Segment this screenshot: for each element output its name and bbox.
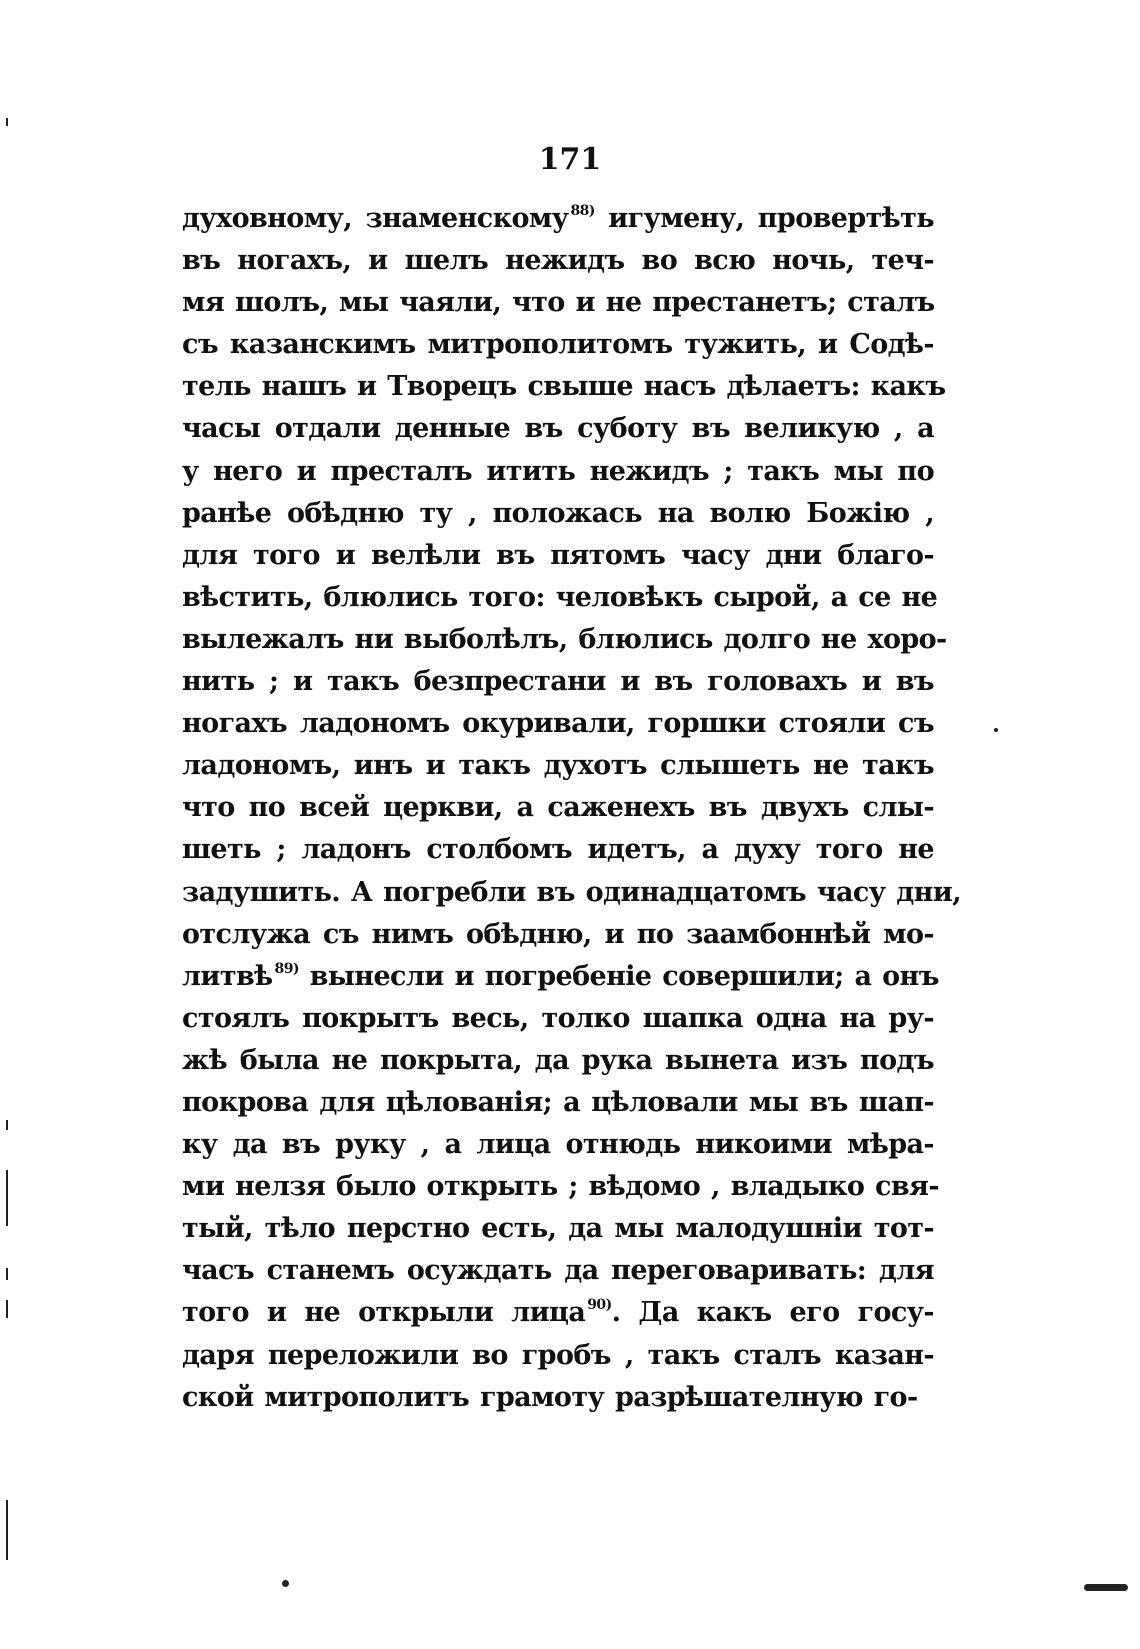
text-line xyxy=(182,408,934,450)
page-number: 171 xyxy=(538,142,602,177)
text-line xyxy=(182,1124,934,1166)
line-text: стоялъ покрытъ весь, толко шапка одна на ру- xyxy=(182,1002,934,1034)
text-line xyxy=(182,661,934,703)
footnote-ref: 90) xyxy=(587,1297,612,1314)
text-line xyxy=(182,703,934,745)
line-text: вылежалъ ни выболѣлъ, блюлись долго не хоро- xyxy=(182,623,947,655)
text-line xyxy=(182,240,934,282)
line-text: что по всей церкви, а саженехъ въ двухъ слы- xyxy=(182,792,934,824)
line-text: для того и велѣли въ пятомъ часу дни благо- xyxy=(182,539,934,571)
text-line xyxy=(182,366,946,408)
line-text-continued: . Да какъ его госу- xyxy=(611,1297,934,1329)
line-text: ногахъ ладономъ окуривали, горшки стояли съ xyxy=(182,708,934,740)
text-line xyxy=(182,872,962,914)
line-text: часы отдали денные въ суботу въ великую , а xyxy=(182,413,934,445)
margin-mark xyxy=(6,1120,8,1130)
text-line xyxy=(182,787,934,829)
text-line xyxy=(182,1040,934,1082)
scan-dot xyxy=(994,728,998,732)
margin-mark xyxy=(6,1500,8,1560)
line-text: часъ станемъ осуждать да переговаривать: для xyxy=(182,1255,934,1287)
text-line xyxy=(182,493,934,535)
line-text: у него и престалъ итить нежидъ ; такъ мы по xyxy=(182,455,934,487)
scan-dot xyxy=(282,1580,289,1587)
text-line xyxy=(182,1292,934,1334)
text-line xyxy=(182,451,934,493)
text-line xyxy=(182,956,939,998)
margin-mark xyxy=(6,1268,8,1280)
body-text xyxy=(182,198,962,1419)
text-line xyxy=(182,914,934,956)
footnote-ref: 89) xyxy=(274,960,299,977)
text-line xyxy=(182,535,934,577)
footnote-ref: 88) xyxy=(570,203,595,219)
line-text: жѣ была не покрыта, да рука вынета изъ подъ xyxy=(182,1044,934,1076)
line-text-continued: игумену, провертѣть xyxy=(594,203,934,234)
text-line xyxy=(182,577,938,619)
text-line xyxy=(182,1082,934,1124)
text-line xyxy=(182,745,934,787)
line-text: съ казанскимъ митрополитомъ тужить, и Содѣ- xyxy=(182,329,934,361)
line-text: того и не открыли лица xyxy=(182,1297,586,1329)
margin-mark xyxy=(6,118,8,126)
margin-mark xyxy=(6,1300,8,1318)
text-line xyxy=(182,1166,939,1208)
line-text-continued: вынесли и погребеніе совершили; а онъ xyxy=(298,960,939,992)
line-text: мя шолъ, мы чаяли, что и не престанетъ; сталъ xyxy=(182,287,935,319)
line-text: ми нелзя было открыть ; вѣдомо , владыко свя- xyxy=(182,1171,939,1203)
text-line xyxy=(182,1208,934,1250)
line-text: вѣстить, блюлись того: человѣкъ сырой, а се не xyxy=(182,581,938,613)
text-line xyxy=(182,1377,934,1419)
line-text: отслужа съ нимъ обѣдню, и по заамбоннѣй мо- xyxy=(182,918,934,950)
text-line xyxy=(182,1335,934,1377)
text-line xyxy=(182,198,934,240)
line-text: ку да въ руку , а лица отнюдь никоими мѣра- xyxy=(182,1129,934,1161)
margin-mark xyxy=(6,1170,8,1226)
line-text: покрова для цѣлованія; а цѣловали мы въ шап- xyxy=(182,1086,934,1118)
line-text: ской митрополитъ грамоту разрѣшателную го- xyxy=(182,1381,918,1413)
line-text: тый, тѣло перстно есть, да мы малодушніи тот- xyxy=(182,1213,934,1245)
line-text: шеть ; ладонъ столбомъ идетъ, а духу того не xyxy=(182,834,934,866)
line-text: ранѣе обѣдню ту , положась на волю Божію , xyxy=(182,497,934,529)
text-line xyxy=(182,998,934,1040)
text-line xyxy=(182,324,934,366)
text-line xyxy=(182,1250,934,1292)
text-line xyxy=(182,619,947,661)
line-text: ладономъ, инъ и такъ духотъ слышеть не такъ xyxy=(182,750,934,782)
text-line xyxy=(182,829,934,871)
text-line xyxy=(182,282,934,324)
scan-smudge xyxy=(1084,1584,1128,1591)
line-text: въ ногахъ, и шелъ нежидъ во всю ночь, теч- xyxy=(182,245,934,277)
line-text: духовному, знаменскому xyxy=(182,203,569,234)
line-text: даря переложили во гробъ , такъ сталъ казан- xyxy=(182,1339,934,1371)
line-text: литвѣ xyxy=(182,960,273,992)
line-text: задушить. А погребли въ одинадцатомъ часу дни, xyxy=(182,876,962,908)
line-text: тель нашъ и Творецъ свыше насъ дѣлаетъ: какъ xyxy=(182,371,946,403)
line-text: нить ; и такъ безпрестани и въ головахъ и въ xyxy=(182,666,934,698)
